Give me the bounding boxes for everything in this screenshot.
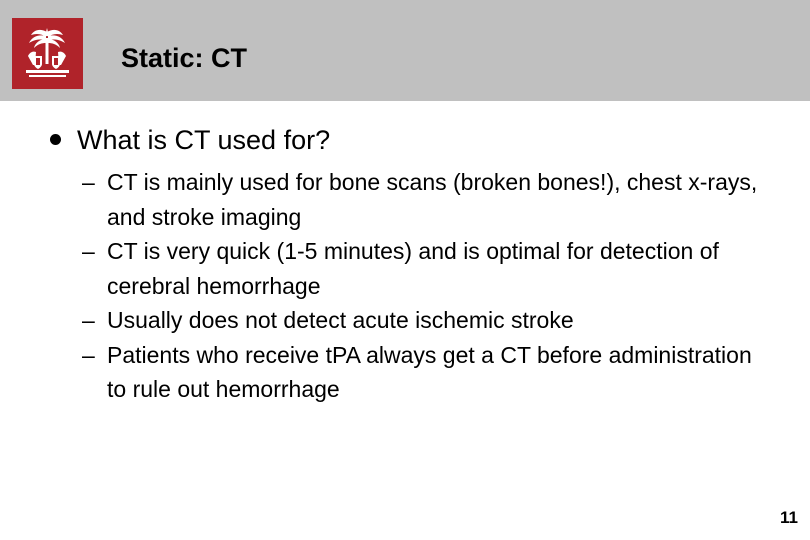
- dash-marker: –: [82, 307, 95, 333]
- dash-marker: –: [82, 238, 95, 264]
- slide-title: Static: CT: [121, 43, 248, 73]
- sub-bullet-list: [82, 165, 762, 407]
- sub-bullet-text: Patients who receive tPA always get a CT before administration to rule out hemorrhage: [107, 341, 752, 402]
- sub-bullet-item: [82, 165, 762, 234]
- sub-bullet-text: CT is mainly used for bone scans (broken bones!), chest x-rays, and stroke imaging: [107, 169, 758, 230]
- dash-marker: –: [82, 341, 95, 368]
- slide-number: 11: [780, 508, 798, 527]
- bullet-dot-icon: [50, 134, 61, 145]
- main-bullet-text: What is CT used for?: [77, 125, 331, 155]
- sub-bullet-item: [82, 303, 762, 338]
- sub-bullet-text: Usually does not detect acute ischemic stroke: [107, 307, 574, 333]
- dash-marker: –: [82, 169, 95, 195]
- sub-bullet-text: CT is very quick (1-5 minutes) and is optimal for detection of cerebral hemorrhage: [107, 238, 719, 299]
- sub-bullet-item: [82, 234, 762, 303]
- sub-bullet-item: [82, 338, 762, 407]
